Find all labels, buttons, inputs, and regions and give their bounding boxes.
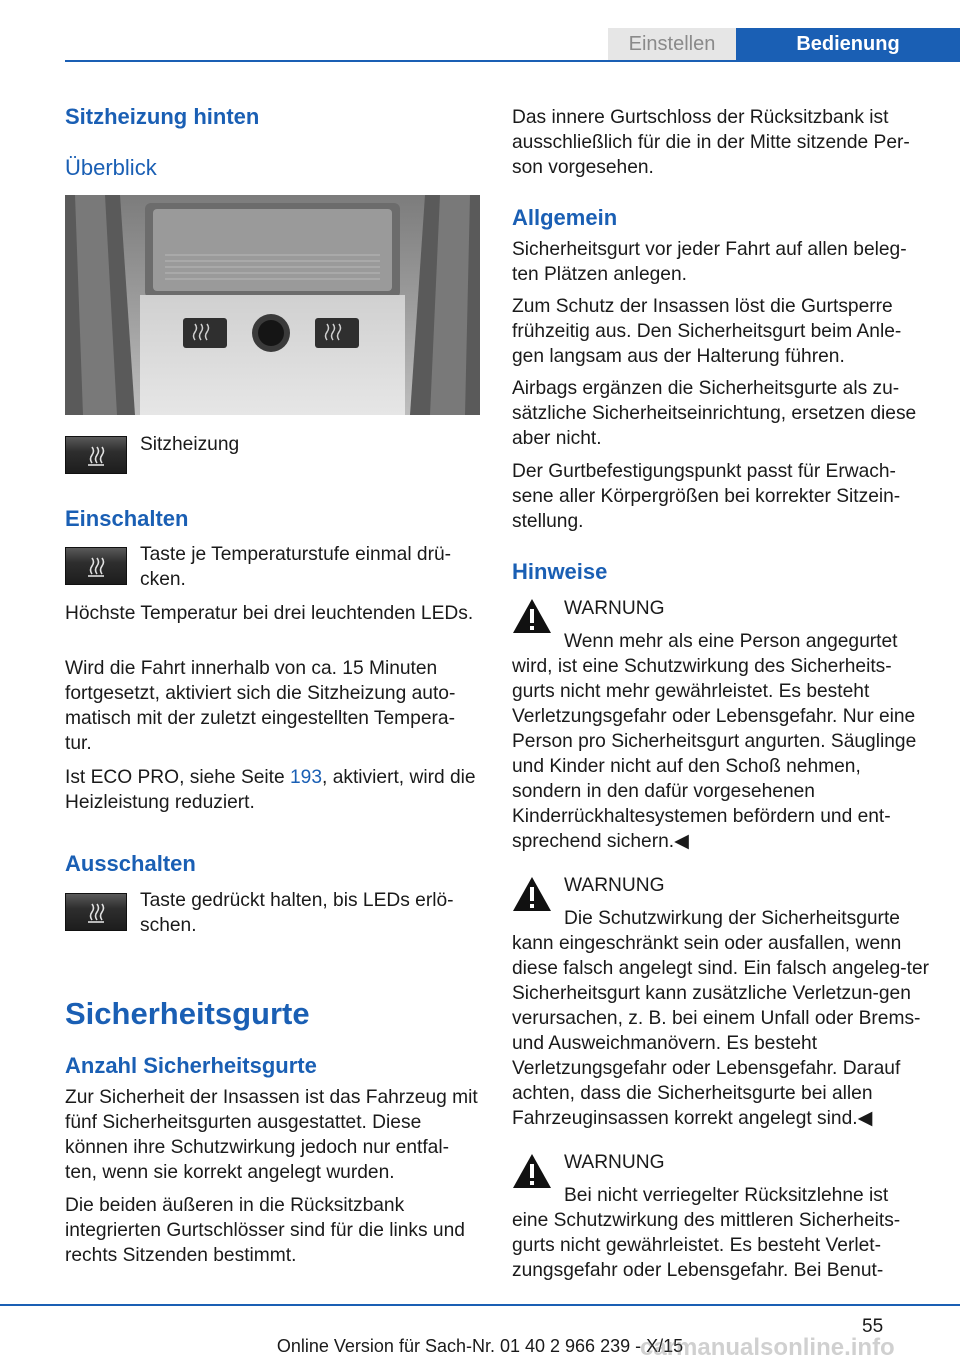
- header-rule: [65, 60, 960, 62]
- switch-on-paragraph-3: Ist ECO PRO, siehe Seite 193, aktiviert, wird die Heizleistung reduziert.: [65, 767, 476, 813]
- switch-on-paragraph-2: Wird die Fahrt innerhalb von ca. 15 Minuten fortgesetzt, aktiviert sich die Sitzheizung auto‐matisch mit der zuletzt eingestellten Tempera‐tur.: [65, 658, 456, 754]
- seat-heating-button-icon: [65, 893, 127, 931]
- footer-rule: [0, 1304, 960, 1306]
- warning-body: eine Schutzwirkung des mittleren Sicherheits‐gurts nicht gewährleistet. Es besteht Verlet‐zungsgefahr oder Lebensgefahr. Bei Benut‐: [512, 1210, 901, 1281]
- general-paragraph-1: Sicherheitsgurt vor jeder Fahrt auf allen beleg‐ten Plätzen anlegen.: [512, 239, 907, 285]
- belt-count-paragraph-2: Die beiden äußeren in die Rücksitzbank integrierten Gurtschlösser sind für die links und rechts Sitzenden bestimmt.: [65, 1195, 465, 1266]
- overview-heading: Überblick: [65, 155, 157, 180]
- switch-off-step: Taste gedrückt halten, bis LEDs erlö‐schen.: [140, 890, 454, 936]
- switch-on-paragraph-1: Höchste Temperatur bei drei leuchtenden LEDs.: [65, 603, 474, 624]
- online-version-note: Online Version für Sach-Nr. 01 40 2 966 239 - X/15: [276, 1336, 684, 1356]
- warning-first-line: Die Schutzwirkung der Sicherheitsgurte: [564, 908, 900, 929]
- belt-count-heading: Anzahl Sicherheitsgurte: [65, 1053, 317, 1078]
- notes-heading: Hinweise: [512, 559, 608, 584]
- general-paragraph-2: Zum Schutz der Insassen löst die Gurtsperre frühzeitig aus. Den Sicherheitsgurt beim Anle‐gen langsam aus der Halterung führen.: [512, 296, 902, 367]
- page-number: 55: [862, 1316, 884, 1337]
- page-link-193[interactable]: 193: [290, 767, 323, 788]
- inner-buckle-paragraph: Das innere Gurtschloss der Rücksitzbank ist ausschließlich für die in der Mitte sitzende Per‐son vorgesehen.: [512, 107, 910, 178]
- section-title-rear-seat-heating: Sitzheizung hinten: [65, 104, 260, 129]
- switch-on-heading: Einschalten: [65, 506, 189, 531]
- switch-on-step: Taste je Temperaturstufe einmal drü‐cken.: [140, 544, 452, 590]
- seat-heating-button-icon: [65, 547, 127, 585]
- warning-icon: [512, 1152, 552, 1190]
- warning-label: WARNUNG: [564, 1152, 665, 1173]
- warning-body: wird, ist eine Schutzwirkung des Sicherheits‐gurts nicht mehr gewährleistet. Es besteht Verletzungsgefahr oder Lebensgefahr. Nur eine Person pro Sicherheitsgurt angurten. Säuglinge und Kinder nicht auf den Schoß nehmen, sondern in den dafür vorgesehenen Kinderrückhaltesystemen befördern und ent‐sprechend sichern.◀: [512, 656, 917, 852]
- general-paragraph-3: Airbags ergänzen die Sicherheitsgurte als zu‐sätzliche Sicherheitseinrichtung, ersetzen diese aber nicht.: [512, 378, 917, 449]
- warning-label: WARNUNG: [564, 598, 665, 619]
- tab-bedienung[interactable]: Bedienung: [736, 28, 960, 60]
- warning-icon: [512, 875, 552, 913]
- general-heading: Allgemein: [512, 205, 618, 230]
- legend-label: Sitzheizung: [140, 434, 240, 455]
- warning-icon: [512, 597, 552, 635]
- tab-einstellen[interactable]: Einstellen: [608, 28, 736, 60]
- warning-body: kann eingeschränkt sein oder ausfallen, wenn diese falsch angelegt sind. Ein falsch angeleg‐ter Sicherheitsgurt kann zusätzliche Verletzun‐gen verursachen, z. B. bei einem Unfall oder Brems- und Ausweichmanövern. Es besteht Verletzungsgefahr oder Lebensgefahr. Darauf achten, dass die Sicherheitsgurte bei allen Fahrzeuginsassen korrekt angelegt sind.◀: [512, 933, 930, 1129]
- chapter-title-seatbelts: Sicherheitsgurte: [65, 996, 310, 1031]
- seat-heating-button-icon: [65, 436, 127, 474]
- warning-label: WARNUNG: [564, 875, 665, 896]
- warning-first-line: Bei nicht verriegelter Rücksitzlehne ist: [564, 1185, 889, 1206]
- rear-console-photo: [65, 195, 480, 415]
- switch-off-heading: Ausschalten: [65, 851, 196, 876]
- general-paragraph-4: Der Gurtbefestigungspunkt passt für Erwach‐sene aller Körpergrößen bei korrekter Sitzein‐stellung.: [512, 461, 901, 532]
- watermark: carmanualsonline.info: [640, 1334, 895, 1361]
- warning-first-line: Wenn mehr als eine Person angegurtet: [564, 631, 898, 652]
- belt-count-paragraph-1: Zur Sicherheit der Insassen ist das Fahrzeug mit fünf Sicherheitsgurten ausgestattet. Diese können ihre Schutzwirkung jedoch nur entfal‐ten, wenn sie korrekt angelegt wurden.: [65, 1087, 478, 1183]
